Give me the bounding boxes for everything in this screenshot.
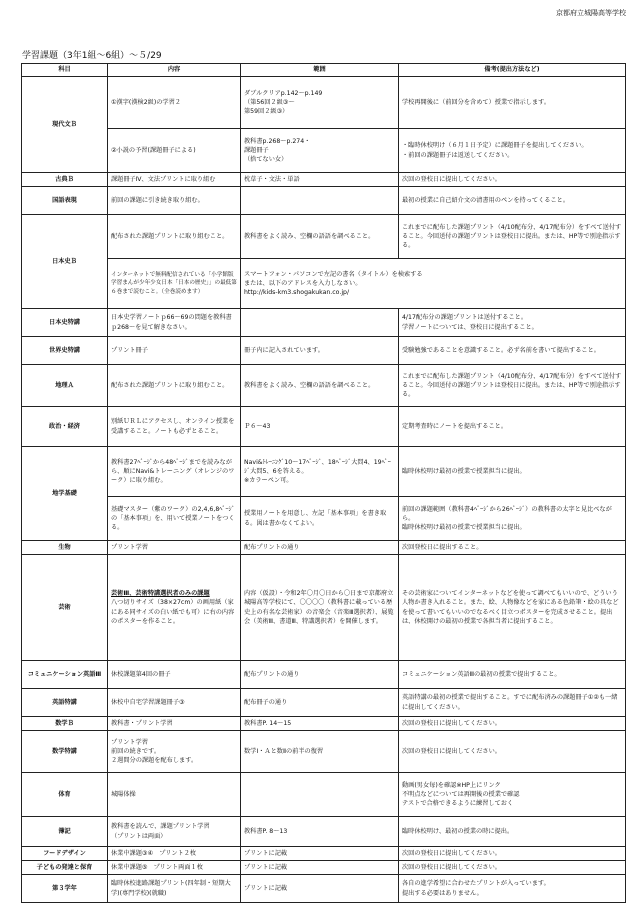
content-cell: 休業中課題③④ プリント２枚: [108, 847, 241, 861]
subject-cell: 地学基礎: [22, 447, 108, 541]
range-cell: プリントに記載: [241, 861, 399, 875]
range-cell: 教科書P. 8～13: [241, 817, 399, 847]
table-row: [22, 847, 626, 861]
content-cell: ②小説の予習(課題冊子による): [108, 129, 241, 173]
range-text: ダブルクリアp.142～p.149 （第56回２級③～ 第59回２級③）: [244, 89, 323, 116]
table-row: [22, 817, 626, 847]
subject-cell: 数学Ｂ: [22, 717, 108, 731]
content-heading: 芸術Ⅲ、芸術特講選択者のみの課題: [111, 589, 210, 597]
table-row: [22, 77, 626, 129]
subject-cell: 現代文Ｂ: [22, 77, 108, 173]
range-cell: 教科書をよく読み、空欄の語語を調べること。: [241, 215, 399, 259]
column-header: 備考(提出方法など): [399, 64, 626, 77]
content-text: 八つ切りサイズ（38×27cm）の画用紙（家にある同サイズの白い紙でも可）に右の内容のポスターを作ること。: [111, 599, 235, 625]
content-cell: 日本史学習ノートｐ66～69の問題を教科書ｐ268～を見て解きなさい。: [108, 309, 241, 337]
note-cell: これまでに配布した課題プリント（4/10配布分、4/17配布分）をすべて送付すること。今回送付の課題プリントは登校日に提出。または、HP等で別途指示する。: [399, 365, 626, 407]
subject-cell: 生物: [22, 541, 108, 555]
note-cell: 学校再開後に（前回分を含めて）授業で指示します。: [399, 77, 626, 129]
range-cell: 授業用ノートを用意し、左記「基本事項」を書き取る。図は書かなくてよい。: [241, 497, 399, 541]
table-row: [22, 497, 626, 541]
subject-cell: 簿記: [22, 817, 108, 847]
range-cell: 内容（仮設）・令和2年〇月〇日から〇日まで京都府立城陽高等学校にて、〇〇〇〇（教科書に載っている歴史上の有名な芸術家）の音楽会（音楽Ⅲ選択者）、展覧会（美術Ⅲ、書道Ⅲ、特講選択者）を開催します。: [241, 555, 399, 661]
subject-cell: 子どもの発達と保育: [22, 861, 108, 875]
subject-cell: 政治・経済: [22, 407, 108, 447]
note-cell: 次回の登校日に提出してください。: [399, 847, 626, 861]
range-cell: 枕草子・文法・単語: [241, 173, 399, 187]
table-row: [22, 365, 626, 407]
content-cell: 休校課題第4回の冊子: [108, 661, 241, 689]
range-cell: [241, 77, 399, 129]
content-cell: [108, 555, 241, 661]
subject-cell: 日本史特講: [22, 309, 108, 337]
content-cell: 別紙ＵＲＬにアクセスし、オンライン授業を受講すること。ノートも必ずとること。: [108, 407, 241, 447]
subject-cell: 地理Ａ: [22, 365, 108, 407]
note-text: ・臨時休校明け（６月１日予定）に課題冊子を提出してください。 ・前回の課題冊子は返送してください。: [402, 142, 588, 159]
range-cell: 配布冊子の通り: [241, 689, 399, 717]
subject-cell: 古典Ｂ: [22, 173, 108, 187]
range-cell: プリントに記載: [241, 875, 399, 903]
range-cell: 数学Ⅰ・Ａと数Ⅱの前半の復習: [241, 731, 399, 773]
column-header: 内容: [108, 64, 241, 77]
table-row: [22, 875, 626, 903]
note-cell: 次回の登校日に提出してください。: [399, 861, 626, 875]
content-cell: 課題冊子Ⅳ、文法プリントに取り組む: [108, 173, 241, 187]
range-cell: [241, 773, 399, 817]
content-cell: [108, 731, 241, 773]
table-row: [22, 129, 626, 173]
assignment-table: [21, 63, 626, 903]
content-cell: 休校中自宅学習課題冊子③: [108, 689, 241, 717]
range-cell: 冊子内に記入されています。: [241, 337, 399, 365]
range-cell: [241, 187, 399, 215]
subject-cell: 体育: [22, 773, 108, 817]
table-row: [22, 259, 626, 309]
content-cell: プリント冊子: [108, 337, 241, 365]
subject-cell: フードデザイン: [22, 847, 108, 861]
note-cell: 英語特講の最初の授業で提出すること。すでに配布済みの課題冊子①②も一緒に提出してください。: [399, 689, 626, 717]
page-title: 学習課題（3年1組～6組）～５/29: [22, 51, 162, 61]
range-cell: [241, 259, 626, 309]
subject-cell: 日本史Ｂ: [22, 215, 108, 309]
note-cell: その芸術家についてインターネットなどを使って調べてもいいので、どういう人物か書き入れること。また、絵、人物像などを家にある色鉛筆・絵の具などを使って書いてもいいのでなるべく目立つポスターを完成させること。提出は、休校開けの最初の授業で各担当者に提出すること。: [399, 555, 626, 661]
note-cell: [399, 309, 626, 337]
note-cell: [399, 129, 626, 173]
note-cell: 定期考査時にノートを提出すること。: [399, 407, 626, 447]
note-cell: [399, 875, 626, 903]
table-row: [22, 173, 626, 187]
range-cell: Ｐ６～43: [241, 407, 399, 447]
range-cell: [241, 129, 399, 173]
column-header: 範囲: [241, 64, 399, 77]
range-text: 教科書p.268～p.274・ 課題冊子 （捨てない女）: [244, 137, 311, 164]
note-cell: 次回登校日に提出すること。: [399, 541, 626, 555]
content-cell: 休業中課題⑤ プリント両面１枚: [108, 861, 241, 875]
note-text: 各自の進学希望に合わせたプリントが入っています。 提出する必要はありません。: [402, 880, 550, 897]
subject-cell: 英語特講: [22, 689, 108, 717]
table-header-row: [22, 64, 626, 77]
column-header: 科目: [22, 64, 108, 77]
range-cell: 配布プリントの通り: [241, 661, 399, 689]
content-cell: 臨時休校進路課題プリント(四年制・短期大学)(専門学校)(就職): [108, 875, 241, 903]
table-row: [22, 309, 626, 337]
subject-cell: コミュニケーション英語Ⅲ: [22, 661, 108, 689]
content-cell: プリント学習: [108, 541, 241, 555]
range-text: Navi&ﾄﾚｰﾆﾝｸﾞ10～17ﾍﾟｰｼﾞ、18ﾍﾟｰｼﾞ大問4、19ﾍﾟｰｼﾞ大問5、6を答える。 ※カラーペン可。: [244, 458, 391, 485]
content-text: 教科書を読んで、課題プリント学習 （プリントは両面）: [111, 823, 210, 840]
table-row: [22, 689, 626, 717]
range-cell: 教科書をよく読み、空欄の語語を調べること。: [241, 365, 399, 407]
note-cell: 臨時休校明け、最初の授業の時に提出。: [399, 817, 626, 847]
table-row: [22, 541, 626, 555]
note-cell: 臨時休校明け最初の授業で授業担当に提出。: [399, 447, 626, 497]
note-cell: 最初の授業に自己紹介文の清書用のペンを持ってくること。: [399, 187, 626, 215]
range-cell: [241, 447, 399, 497]
range-cell: 配布プリントの通り: [241, 541, 399, 555]
table-row: [22, 215, 626, 259]
note-cell: 次回の登校日に提出してください。: [399, 731, 626, 773]
subject-cell: 世界史特講: [22, 337, 108, 365]
note-cell: コミュニケーション英語Ⅲの最初の授業で提出すること。: [399, 661, 626, 689]
subject-cell: 芸術: [22, 555, 108, 661]
note-cell: [399, 497, 626, 541]
table-row: [22, 447, 626, 497]
content-cell: 教科書27ﾍﾟｰｼﾞから48ﾍﾟｰｼﾞまでを読みながら、順にNavi&トレーニング（オレンジのワーク）に取り組む。: [108, 447, 241, 497]
content-cell: 教科書・プリント学習: [108, 717, 241, 731]
range-text: スマートフォン・パソコンで左記の書名（タイトル）を検索する または、以下のアドレスを入力しなさい。 http://kids-km3.shogakukan.co.jp/: [244, 270, 423, 297]
table-row: [22, 717, 626, 731]
content-cell: 配布された課題プリントに取り組むこと。: [108, 215, 241, 259]
content-cell: [108, 817, 241, 847]
table-row: [22, 187, 626, 215]
table-row: [22, 773, 626, 817]
range-cell: 教科書P. 14～15: [241, 717, 399, 731]
note-cell: 次回の登校日に提出してください。: [399, 173, 626, 187]
note-text: 4/17配布分の課題プリントは送付すること。 学習ノートについては、登校日に提出すること。: [402, 314, 538, 331]
note-text: 動画(男女毎)を確認※HP上にリンク 不明点などについては再開後の授業で確認 テストで合格できるように練習しておく: [402, 781, 520, 808]
subject-cell: 第３学年: [22, 875, 108, 903]
table-row: [22, 407, 626, 447]
content-cell: 前回の課題に引き続き取り組む。: [108, 187, 241, 215]
content-cell: 基礎マスター（紫のワーク）の2,4,6,8ﾍﾟｰｼﾞの「基本事項」を、用いて授業ノートをつくる。: [108, 497, 241, 541]
content-text: プリント学習 前回の続きです。 ２週間分の課題を配布します。: [111, 738, 198, 765]
content-cell: 城陽体操: [108, 773, 241, 817]
table-row: [22, 337, 626, 365]
content-cell: 配布された課題プリントに取り組むこと。: [108, 365, 241, 407]
note-cell: これまでに配布した課題プリント（4/10配布分、4/17配布分）をすべて送付すること。今回送付の課題プリントは登校日に提出。または、HP等で別途指示する。: [399, 215, 626, 259]
table-row: [22, 731, 626, 773]
note-cell: 受験勉強であることを意識すること。必ず名前を書いて提出すること。: [399, 337, 626, 365]
school-name: 京都府立城陽高等学校: [556, 9, 626, 17]
range-cell: プリントに記載: [241, 847, 399, 861]
note-cell: [399, 773, 626, 817]
table-row: [22, 861, 626, 875]
content-cell: インターネットで無料配信されている「小学館版学習まんが少年少女日本「日本の歴史」」の最低第６巻まで読むこと。（全巻読めます）: [108, 259, 241, 309]
subject-cell: 数学特講: [22, 731, 108, 773]
table-row: [22, 661, 626, 689]
range-cell: [241, 309, 399, 337]
subject-cell: 国語表現: [22, 187, 108, 215]
content-cell: ①漢字(漢検2級)の学習２: [108, 77, 241, 129]
table-row: [22, 555, 626, 661]
note-cell: 次回の登校日に提出してください。: [399, 717, 626, 731]
note-text: 前回の課題範囲（教科書4ﾍﾟｰｼﾞから26ﾍﾟｰｼﾞ）の教科書の太字と見比べながら。 臨時休校明け最初の授業で授業担当に提出。: [402, 505, 612, 532]
